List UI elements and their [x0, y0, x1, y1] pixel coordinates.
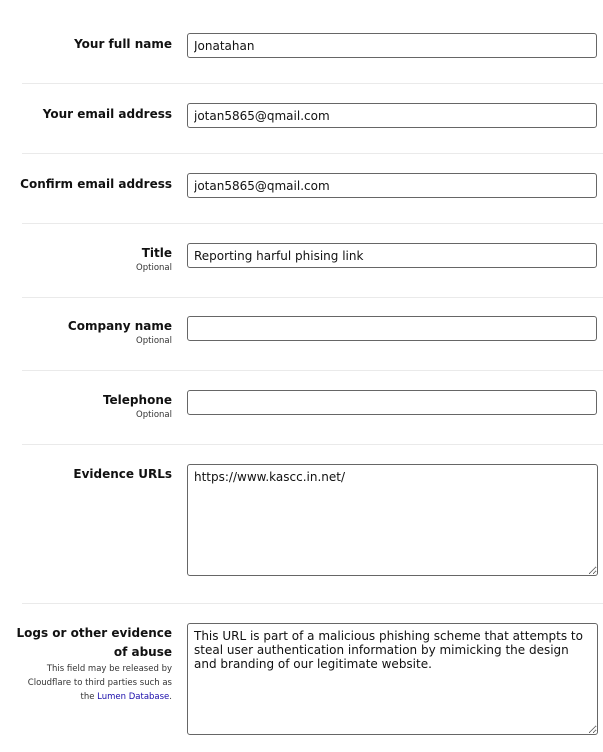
full-name-input[interactable]: [187, 33, 597, 58]
telephone-label: [12, 391, 172, 421]
divider: [22, 153, 603, 154]
evidence-urls-label: Evidence URLs: [73, 467, 172, 481]
company-label-text: Company name: [67, 319, 172, 333]
optional-hint: Optional: [136, 410, 172, 420]
confirm-email-label: Confirm email address: [20, 177, 172, 191]
email-label: Your email address: [42, 107, 172, 121]
logs-label: [12, 624, 172, 704]
title-label: [12, 244, 172, 274]
optional-hint: Optional: [136, 263, 172, 273]
company-label: [12, 317, 172, 347]
divider: [22, 370, 603, 371]
title-label-text: Title: [141, 246, 172, 260]
company-input[interactable]: [187, 316, 597, 341]
title-input[interactable]: [187, 243, 597, 268]
logs-label-text: Logs or other evidence of abuse: [16, 626, 172, 659]
lumen-database-link[interactable]: Lumen Database: [97, 692, 170, 702]
divider: [22, 83, 603, 84]
divider: [22, 444, 603, 445]
evidence-urls-textarea[interactable]: [187, 464, 598, 576]
email-input[interactable]: [187, 103, 597, 128]
optional-hint: Optional: [136, 336, 172, 346]
full-name-label: Your full name: [74, 37, 172, 51]
logs-note-text: This field may be released by Cloudflare to third parties such as the: [27, 664, 172, 702]
telephone-input[interactable]: [187, 390, 597, 415]
logs-textarea[interactable]: [187, 623, 598, 735]
divider: [22, 603, 603, 604]
confirm-email-input[interactable]: [187, 173, 597, 198]
logs-note-end: .: [169, 692, 172, 702]
logs-note: [12, 662, 172, 704]
divider: [22, 223, 603, 224]
telephone-label-text: Telephone: [102, 393, 172, 407]
divider: [22, 297, 603, 298]
